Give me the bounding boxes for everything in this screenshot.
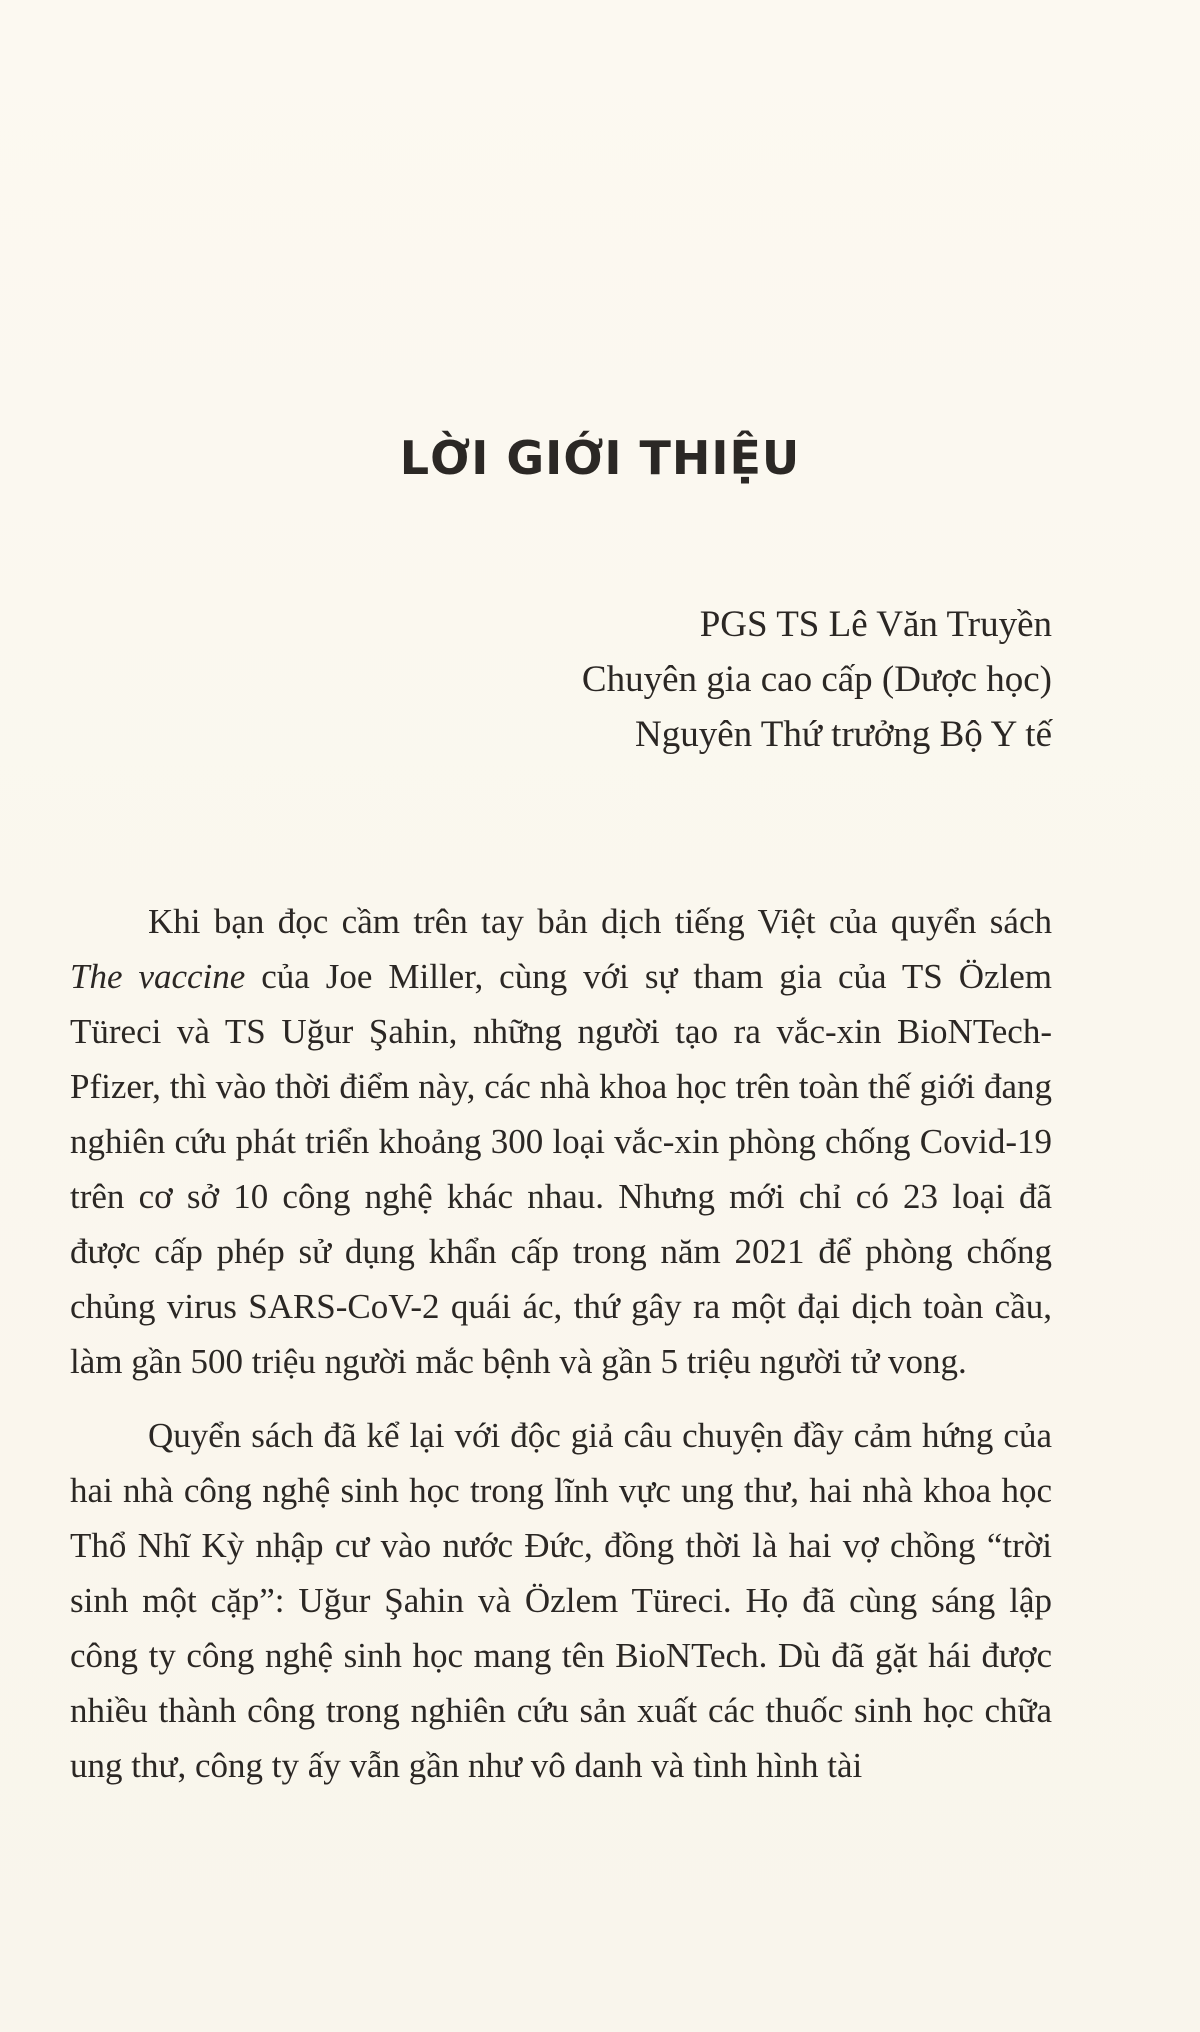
author-role: Chuyên gia cao cấp (Dược học) — [581, 659, 1052, 700]
chapter-heading: LỜI GIỚI THIỆU — [399, 430, 801, 485]
paragraph-text: Khi bạn đọc cầm trên tay bản dịch tiếng Việt của quyển sách — [148, 902, 1052, 941]
book-title: The vaccine — [70, 957, 246, 996]
author-former-position: Nguyên Thứ trưởng Bộ Y tế — [635, 714, 1052, 755]
paragraph — [70, 894, 1052, 1389]
paragraph: Quyển sách đã kể lại với độc giả câu chuyện đầy cảm hứng của hai nhà công nghệ sinh học trong lĩnh vực ung thư, hai nhà khoa học Thổ Nhĩ Kỳ nhập cư vào nước Đức, đồng thời là hai vợ chồng “trời sinh một cặp”: Uğur Şahin và Özlem Türeci. Họ đã cùng sáng lập công ty công nghệ sinh học mang tên BioNTech. Dù đã gặt hái được nhiều thành công trong nghiên cứu sản xuất các thuốc sinh học chữa ung thư, công ty ấy vẫn gần như vô danh và tình hình tài — [70, 1416, 1052, 1785]
paragraph-text: của Joe Miller, cùng với sự tham gia của TS Özlem Türeci và TS Uğur Şahin, những người tạo ra vắc-xin BioNTech-Pfizer, thì vào thời điểm này, các nhà khoa học trên toàn thế giới đang nghiên cứu phát triển khoảng 300 loại vắc-xin phòng chống Covid-19 trên cơ sở 10 công nghệ khác nhau. Nhưng mới chỉ có 23 loại đã được cấp phép sử dụng khẩn cấp trong năm 2021 để phòng chống chủng virus SARS-CoV-2 quái ác, thứ gây ra một đại dịch toàn cầu, làm gần 500 triệu người mắc bệnh và gần 5 triệu người tử vong. — [70, 957, 1052, 1381]
author-name: PGS TS Lê Văn Truyền — [699, 604, 1052, 645]
body-text — [70, 894, 1052, 1812]
author-block — [582, 597, 1052, 762]
